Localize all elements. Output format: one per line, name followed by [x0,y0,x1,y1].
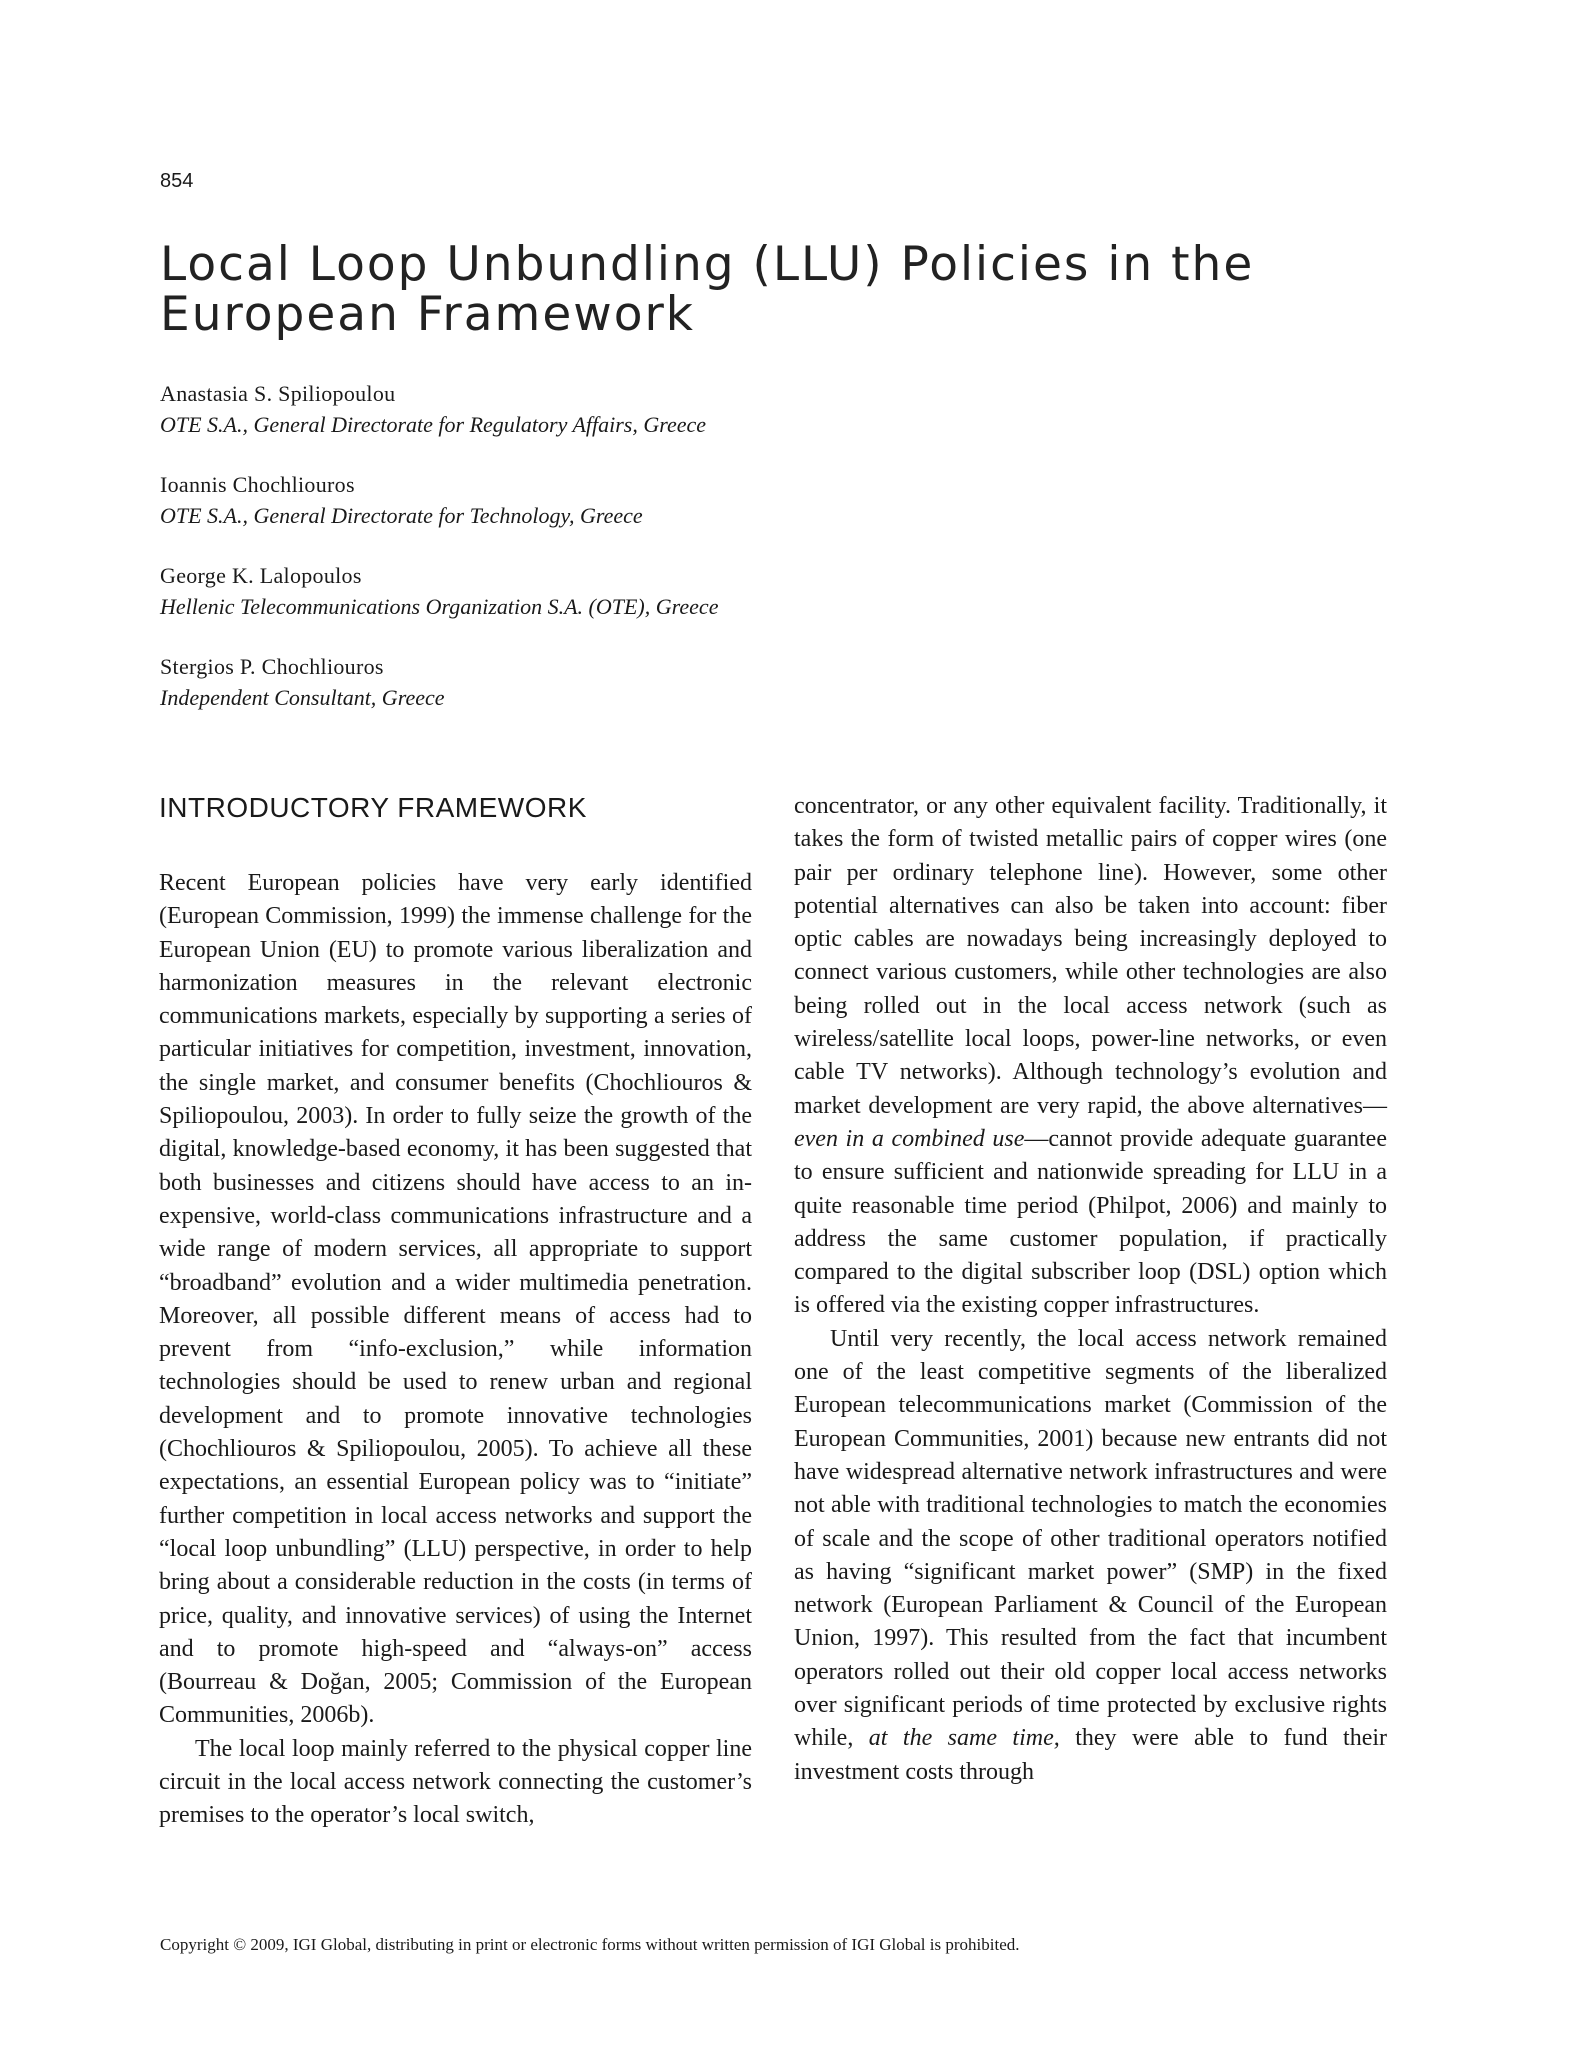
author-block [160,560,1160,651]
author-name: Anastasia S. Spiliopoulou [160,381,396,406]
body-paragraph: The local loop mainly referred to the physical copper line circuit in the local access network connecting the customer’s premises to the operator’s local switch, [159,1735,752,1829]
author-affiliation: OTE S.A., General Directorate for Regulatory Affairs, Greece [160,412,707,437]
left-column [159,790,752,1833]
author-name: Stergios P. Chochliouros [160,654,384,679]
author-name: Ioannis Chochliouros [160,472,355,497]
copyright-notice: Copyright © 2009, IGI Global, distributing in print or electronic forms without written permission of IGI Global is prohibited. [160,1935,1020,1954]
text-run: concentrator, or any other equivalent facility. Traditionally, it takes the form of twisted metallic pairs of copper wires (one pair per ordinary telephone line). However, some other potential alternatives can also be taken into account: fiber optic cables are nowadays being increasingly deployed to connect various customers, while other technologies are also being rolled out in the local access network (such as wireless/satellite local loops, power-line networks, or even cable TV networks). Although technology’s evolution and market development are very rapid, the above alternatives— [794,793,1387,1119]
author-affiliation: Independent Consultant, Greece [160,685,445,710]
emphasis-text: even in a combined use [794,1125,1025,1152]
body-paragraph [794,790,1387,1323]
page-number: 854 [160,170,194,192]
text-run: Until very recently, the local access network remained one of the least competitive segments of the liberalized European telecommunications market (Commission of the European Communities, 2001) because new entrants did not have widespread alternative network infrastructures and were not able with traditional technologies to match the economies of scale and the scope of other traditional operators notified as having “significant market power” (SMP) in the fixed network (European Parliament & Council of the European Union, 1997). This resulted from the fact that incumbent operators rolled out their old copper local access networks over significant periods of time protected by exclusive rights while, [794,1325,1387,1752]
author-block [160,469,1160,560]
article-title: Local Loop Unbundling (LLU) Policies in the European Framework [160,237,1255,342]
author-block [160,378,1160,469]
text-run: they were able to fund their investment costs through [794,1725,1388,1785]
author-list [160,378,1160,742]
author-block [160,651,1160,742]
section-heading: INTRODUCTORY FRAMEWORK [159,792,587,823]
text-run: —cannot provide adequate guarantee to ensure sufficient and nationwide spreading for LLU in a quite reasonable time period (Philpot, 2006) and mainly to address the same customer population, if practically compared to the digital subscriber loop (DSL) option which is offered via the existing copper infrastructures. [794,1125,1387,1319]
author-name: George K. Lalopoulos [160,563,362,588]
author-affiliation: OTE S.A., General Directorate for Technology, Greece [160,503,643,528]
body-paragraph: Recent European policies have very early identified (European Commission, 1999) the immense challenge for the European Union (EU) to promote various liberalization and harmonization measures in the relevant electronic communications markets, especially by supporting a series of particular initiatives for competition, investment, innovation, the single market, and consumer benefits (Chochliouros & Spiliopoulou, 2003). In order to fully seize the growth of the digital, knowledge-based economy, it has been suggested that both businesses and citizens should have access to an inexpensive, world-class communications infrastructure and a wide range of modern services, all appropriate to support “broadband” evolution and a wider multimedia penetration. Moreover, all possible different means of access had to prevent from “info-exclusion,” while information technologies should be used to renew urban and regional development and to promote innovative technologies (Chochliouros & Spiliopoulou, 2005). To achieve all these expectations, an essential European policy was to “initiate” further competition in local access networks and support the “local loop unbundling” (LLU) perspective, in order to help bring about a considerable reduction in the costs (in terms of price, quality, and innovative services) of using the Internet and to promote high-speed and “always-on” access (Bourreau & Doğan, 2005; Commission of the European Communities, 2006b). [159,870,752,1729]
author-affiliation: Hellenic Telecommunications Organization S.A. (OTE), Greece [160,594,719,619]
body-paragraph [794,1323,1387,1789]
right-column [794,790,1387,1789]
emphasis-text: at the same time, [868,1725,1060,1752]
